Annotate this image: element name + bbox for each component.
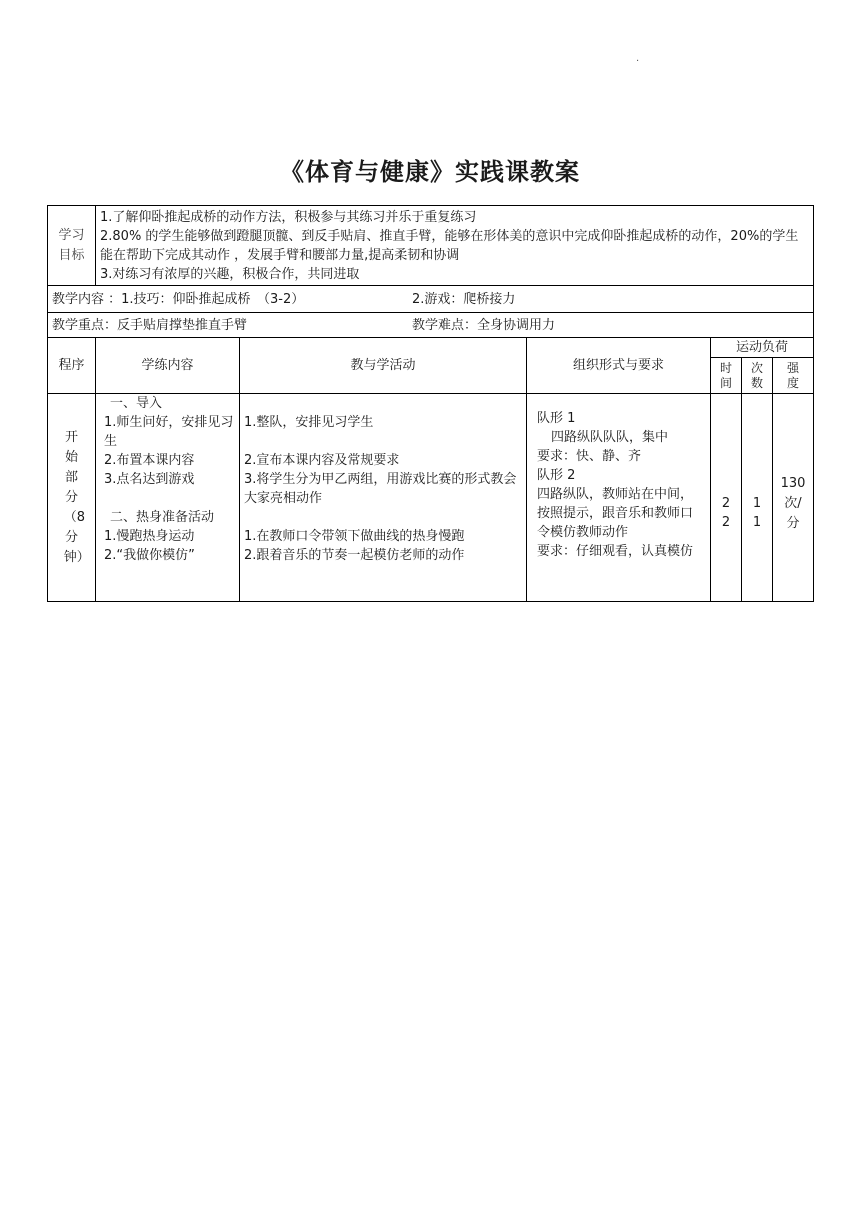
- section-time-cell: [711, 394, 742, 602]
- goal-item-3: 3.对练习有浓厚的兴趣，积极合作，共同进取: [100, 267, 360, 282]
- intensity-value: 130次/分: [780, 476, 806, 531]
- section-intensity-cell: [773, 394, 814, 602]
- organization-item-1: 队形 1: [537, 411, 576, 426]
- goals-row: [48, 206, 814, 286]
- practice-heading-1: 一、导入: [110, 396, 163, 411]
- practice-item-2: 2.布置本课内容: [104, 453, 195, 468]
- header-time-cell: [711, 358, 742, 394]
- header-activity: 教与学活动: [240, 338, 527, 394]
- organization-item-3: 要求：快、静、齐: [537, 449, 642, 464]
- header-intensity: 强度: [787, 360, 800, 390]
- content-right: 2.游戏：爬桥接力: [412, 291, 516, 307]
- page-mark: ·: [636, 56, 640, 67]
- header-intensity-cell: [773, 358, 814, 394]
- focus-row: [48, 313, 814, 338]
- content-row: [48, 286, 814, 313]
- section-practice: [96, 394, 240, 602]
- section-label-cell: [48, 394, 96, 602]
- practice-item-1: 1.师生问好，安排见习生: [104, 415, 234, 449]
- focus-left: 教学重点：反手贴肩撑垫推直手臂: [52, 317, 248, 333]
- header-times: 次数: [751, 360, 764, 390]
- section-label: 开始部分（8分钟）: [63, 429, 90, 565]
- goals-label-cell: [48, 206, 96, 286]
- activity-item-2: 2.宣布本课内容及常规要求: [244, 453, 400, 468]
- header-time: 时间: [720, 360, 733, 390]
- header-procedure: 程序: [48, 338, 96, 394]
- times-value-1: 1: [752, 496, 762, 511]
- activity-item-1: 1.整队，安排见习学生: [244, 415, 374, 430]
- focus-cell: [48, 313, 814, 338]
- goal-item-1: 1.了解仰卧推起成桥的动作方法，积极参与其练习并乐于重复练习: [100, 210, 477, 225]
- time-value-1: 2: [721, 496, 731, 511]
- organization-item-5: 四路纵队，教师站在中间，按照提示，跟音乐和教师口令模仿教师动作: [537, 487, 694, 540]
- section-times-cell: [742, 394, 773, 602]
- activity-item-5: 2.跟着音乐的节奏一起模仿老师的动作: [244, 548, 465, 563]
- time-value-2: 2: [721, 515, 731, 530]
- section-organization: [527, 394, 711, 602]
- content-left: 教学内容 ：1.技巧：仰卧推起成桥 （3-2）: [52, 291, 305, 307]
- practice-item-4: 1.慢跑热身运动: [104, 529, 195, 544]
- content-cell: [48, 286, 814, 313]
- practice-item-3: 3.点名达到游戏: [104, 472, 195, 487]
- activity-item-3: 3.将学生分为甲乙两组，用游戏比赛的形式教会大家亮相动作: [244, 472, 517, 506]
- goals-content: [96, 206, 814, 286]
- practice-item-5: 2.“我做你模仿”: [104, 548, 195, 563]
- section-row: [48, 394, 814, 602]
- header-practice: 学练内容: [96, 338, 240, 394]
- goal-item-2: 2.80% 的学生能够做到蹬腿顶髋、到反手贴肩、推直手臂，能够在形体美的意识中完成仰卧推起成桥的动作，20%的学生能在帮助下完成其动作 ，发展手臂和腰部力量,提高柔韧和协调: [100, 229, 799, 263]
- times-value-2: 1: [752, 515, 762, 530]
- header-organization: 组织形式与要求: [527, 338, 711, 394]
- organization-item-2: 四路纵队队队，集中: [551, 430, 669, 445]
- section-activity: [240, 394, 527, 602]
- page-title: 《体育与健康》实践课教案: [280, 158, 580, 186]
- focus-right: 教学难点：全身协调用力: [412, 317, 556, 333]
- organization-item-6: 要求：仔细观看，认真模仿: [537, 544, 694, 559]
- goals-label: 学习目标: [58, 227, 85, 263]
- header-load: 运动负荷: [711, 338, 814, 358]
- practice-heading-2: 二、热身准备活动: [110, 510, 215, 525]
- activity-item-4: 1.在教师口令带领下做曲线的热身慢跑: [244, 529, 465, 544]
- organization-item-4: 队形 2: [537, 468, 576, 483]
- header-times-cell: [742, 358, 773, 394]
- lesson-plan-table: [47, 205, 814, 602]
- header-row-1: [48, 338, 814, 358]
